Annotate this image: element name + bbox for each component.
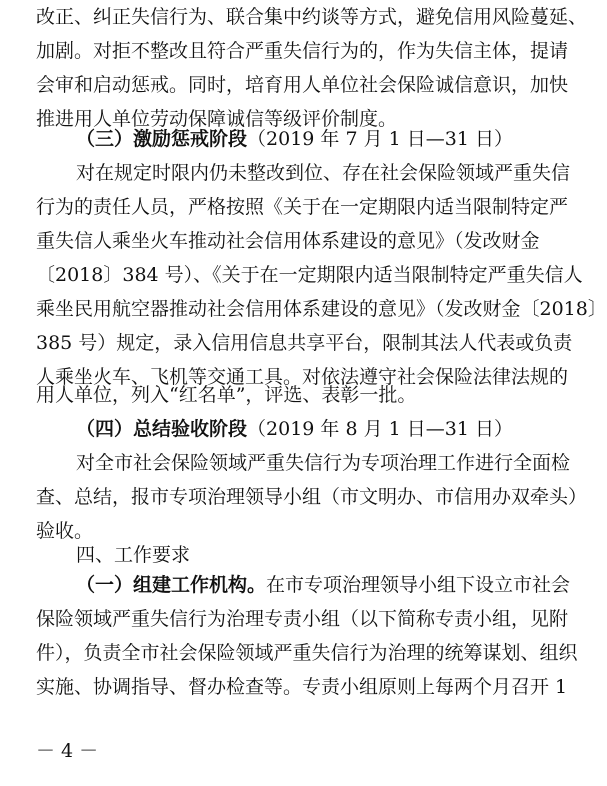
paragraph-line: [36, 480, 588, 514]
line-text: 加剧。对拒不整改且符合严重失信行为的，作为失信主体，提请: [36, 40, 569, 62]
page-number: － 4 －: [36, 740, 99, 762]
line-text: 保险领域严重失信行为治理专责小组（以下简称专责小组，见附: [36, 608, 569, 630]
section-heading-title: （四）总结验收阶段: [76, 418, 248, 440]
paragraph-line: [36, 34, 569, 68]
line-text: 重失信人乘坐火车推动社会信用体系建设的意见》（发改财金: [36, 230, 540, 252]
line-text: 查、总结，报市专项治理领导小组（市文明办、市信用办双牵头）: [36, 486, 588, 508]
paragraph-line: [76, 446, 571, 480]
paragraph-line: [36, 292, 607, 326]
line-text: 改正、纠正失信行为、联合集中约谈等方式，避免信用风险蔓延、: [36, 6, 588, 28]
line-text: 验收。: [36, 520, 94, 542]
paragraph-line: [36, 670, 568, 704]
line-text: 会审和启动惩戒。同时，培育用人单位社会保险诚信意识，加快: [36, 74, 569, 96]
chapter-heading: [76, 538, 536, 572]
line-text: 乘坐民用航空器推动社会信用体系建设的意见》（发改财金〔2018〕: [36, 298, 607, 320]
line-text: 行为的责任人员，严格按照《关于在一定期限内适当限制特定严: [36, 196, 569, 218]
section-heading-title: （三）激励惩戒阶段: [76, 128, 248, 150]
paragraph-line: [36, 326, 573, 360]
paragraph-line: [36, 636, 578, 670]
section-heading-dates: （2019 年 7 月 1 日—31 日）: [247, 128, 513, 150]
line-text: 385 号）规定，录入信用信息共享平台，限制其法人代表或负责: [36, 332, 573, 354]
line-text: 人乘坐火车、飞机等交通工具。对依法遵守社会保险法律法规的: [36, 366, 569, 388]
subsection-heading-text: 在市专项治理领导小组下设立市社会: [266, 574, 571, 596]
paragraph-line: [36, 0, 588, 34]
subsection-heading-1: [76, 568, 571, 602]
section-heading-4: [76, 412, 536, 446]
subsection-heading-title: （一）组建工作机构。: [76, 574, 267, 596]
paragraph-line: [36, 378, 536, 412]
line-text: 实施、协调指导、督办检查等。专责小组原则上每两个月召开 1: [36, 676, 568, 698]
section-heading-3: [76, 122, 536, 156]
paragraph-line: [36, 68, 569, 102]
section-heading-dates: （2019 年 8 月 1 日—31 日）: [247, 418, 513, 440]
paragraph-line: [36, 258, 583, 292]
paragraph-line: [76, 156, 571, 190]
chapter-heading-text: 四、工作要求: [76, 544, 191, 566]
line-text: 对全市社会保险领域严重失信行为专项治理工作进行全面检: [76, 452, 571, 474]
line-text: 用人单位，列入“红名单”，评选、表彰一批。: [36, 384, 417, 406]
line-text: 〔2018〕384 号）、《关于在一定期限内适当限制特定严重失信人: [36, 264, 583, 286]
line-text: 件），负责全市社会保险领域严重失信行为治理的统筹谋划、组织: [36, 642, 578, 664]
line-text: 对在规定时限内仍未整改到位、存在社会保险领域严重失信: [76, 162, 571, 184]
paragraph-line: [36, 602, 569, 636]
line-text: 推进用人单位劳动保障诚信等级评价制度。: [36, 108, 398, 130]
paragraph-line: [36, 190, 569, 224]
paragraph-line: [36, 224, 540, 258]
